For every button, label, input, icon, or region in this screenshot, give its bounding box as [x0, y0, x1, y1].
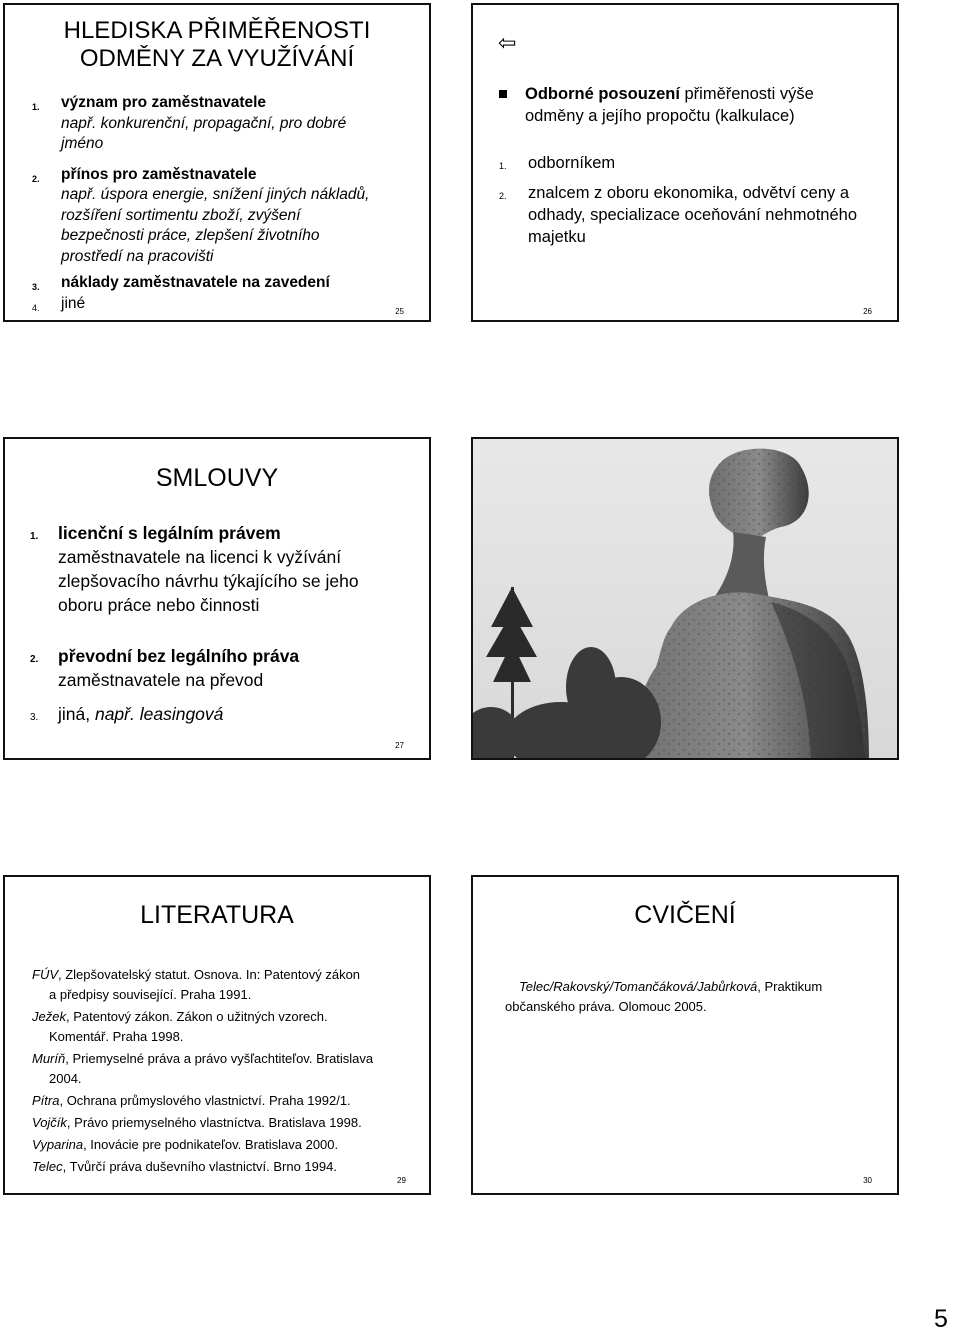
- reference-item: [32, 1113, 417, 1133]
- item-number: 2.: [32, 173, 40, 184]
- item-number: 3.: [30, 712, 39, 723]
- ref-text: občanského práva. Olomouc 2005.: [505, 999, 707, 1014]
- slide-page-number: 30: [863, 1176, 872, 1185]
- reference-item: [32, 965, 417, 1005]
- item-sub: [32, 185, 392, 267]
- ref-text: , Ochrana průmyslového vlastnictví. Praha 1992/1.: [59, 1093, 351, 1108]
- reference-item: [32, 1007, 417, 1047]
- square-bullet-icon: [499, 90, 507, 98]
- item-line: zlepšovacího návrhu týkajícího se jeho: [58, 571, 359, 591]
- item-text: jiné: [61, 294, 86, 312]
- ref-text: a předpisy související. Praha 1991.: [49, 987, 252, 1002]
- slide-28-photo: [471, 437, 899, 760]
- bullet-paragraph: [499, 83, 859, 127]
- item-number: 4.: [32, 302, 40, 313]
- sub-line: jméno: [61, 135, 104, 152]
- item-text: jiná,: [58, 704, 95, 724]
- list-item: [499, 182, 869, 248]
- ref-author: FÚV: [32, 967, 58, 982]
- reference-item: [32, 1049, 417, 1089]
- ref-text: , Právo priemyselného vlastníctva. Bratislava 1998.: [66, 1115, 362, 1130]
- slide-25-list: [32, 93, 392, 314]
- item-text: přínos pro zaměstnavatele: [61, 165, 257, 183]
- item-sub: [32, 114, 392, 155]
- slide-30: [471, 875, 899, 1195]
- slide-29-title: LITERATURA: [140, 901, 294, 929]
- ref-author: Telec/Rakovský/Tomančáková/Jabůrková: [519, 979, 758, 994]
- reference-item: [32, 1091, 417, 1111]
- item-line: oboru práce nebo činnosti: [58, 595, 260, 615]
- slide-page-number: 25: [395, 307, 404, 316]
- ref-author: Ježek: [32, 1009, 66, 1024]
- ref-text: , Praktikum: [757, 979, 823, 994]
- item-number: 3.: [32, 282, 40, 292]
- list-item: [32, 165, 392, 186]
- list-item: [499, 152, 869, 174]
- list-item: [32, 294, 392, 315]
- sub-line: prostředí na pracovišti: [61, 247, 214, 265]
- reference-item: [32, 1135, 417, 1155]
- ref-text: , Inovácie pre podnikateľov. Bratislava 2000.: [83, 1137, 339, 1152]
- slide-27-title: SMLOUVY: [155, 464, 279, 492]
- item-number: 2.: [499, 191, 507, 201]
- list-item: [32, 93, 392, 114]
- slide-27-list: [30, 521, 410, 726]
- bullet-text: přiměřenosti výše odměny a jejího propočtu (kalkulace): [525, 85, 814, 125]
- ref-author: Vojčík: [32, 1115, 67, 1130]
- item-number: 2.: [30, 654, 39, 665]
- sub-line: rozšíření sortimentu zboží, zvýšení: [61, 206, 301, 224]
- slide-page-number: 29: [397, 1176, 406, 1185]
- reference-item: [32, 1157, 417, 1177]
- sub-line: bezpečnosti práce, zlepšení životního: [61, 227, 320, 244]
- bullet-bold-text: Odborné posouzení: [525, 85, 680, 103]
- item-number: 1.: [32, 102, 40, 112]
- sub-line: např. úspora energie, snížení jiných nákladů,: [61, 186, 370, 203]
- item-line: zaměstnavatele na licenci k vyžívání: [58, 547, 342, 567]
- item-number: 1.: [30, 531, 39, 542]
- ref-author: Muríň: [32, 1051, 66, 1066]
- list-item: [30, 702, 410, 726]
- title-line: HLEDISKA PŘIMĚŘENOSTI: [63, 17, 371, 44]
- ref-text: , Zlepšovatelský statut. Osnova. In: Patentový zákon: [58, 967, 361, 982]
- slide-29: [3, 875, 431, 1195]
- item-text: náklady zaměstnavatele na zavedení: [61, 274, 330, 291]
- ref-author: Telec: [32, 1159, 63, 1174]
- slide-page-number: 27: [395, 741, 404, 750]
- ref-author: Pítra: [32, 1093, 60, 1108]
- ref-text: Komentář. Praha 1998.: [49, 1029, 184, 1044]
- ref-author: Vyparina: [32, 1137, 84, 1152]
- title-line: ODMĚNY ZA VYUŽÍVÁNÍ: [79, 45, 355, 72]
- ref-text: , Tvůrčí práva duševního vlastnictví. Brno 1994.: [62, 1159, 337, 1174]
- rock-tower-photo: [471, 437, 899, 760]
- ref-text: , Patentový zákon. Zákon o užitných vzorech.: [65, 1009, 328, 1024]
- item-line: zaměstnavatele na převod: [58, 670, 264, 690]
- item-bold-text: licenční s legálním právem: [58, 523, 281, 543]
- item-bold-text: převodní bez legálního práva: [58, 646, 300, 666]
- slide-25-title: [5, 17, 429, 73]
- sheet-page-number: 5: [934, 1305, 948, 1333]
- slide-27: [3, 437, 431, 760]
- ref-text: , Priemyselné práva a právo vyšľachtiteľov. Bratislava: [65, 1051, 374, 1066]
- list-item: [30, 521, 410, 617]
- item-text: znalcem z oboru ekonomika, odvětví ceny a odhady, specializace oceňování nehmotného majetku: [528, 184, 858, 246]
- item-text: význam pro zaměstnavatele: [61, 94, 267, 111]
- slide-25: [3, 3, 431, 322]
- slide-26: [471, 3, 899, 322]
- list-item: [30, 644, 410, 692]
- reference-item: [505, 977, 875, 997]
- sub-line: např. konkurenční, propagační, pro dobré: [61, 114, 347, 132]
- slide-30-title: CVIČENÍ: [634, 901, 736, 929]
- item-number: 1.: [499, 161, 507, 171]
- reference-list: [32, 965, 417, 1179]
- reference-list: [505, 977, 875, 1017]
- item-italic-text: např. leasingová: [94, 704, 224, 724]
- slide-page-number: 26: [863, 307, 872, 316]
- slide-26-list: [499, 152, 869, 256]
- left-arrow-icon: ⇦: [498, 30, 517, 55]
- ref-text: 2004.: [49, 1071, 82, 1086]
- list-item: [32, 273, 392, 294]
- item-text: odborníkem: [528, 154, 616, 172]
